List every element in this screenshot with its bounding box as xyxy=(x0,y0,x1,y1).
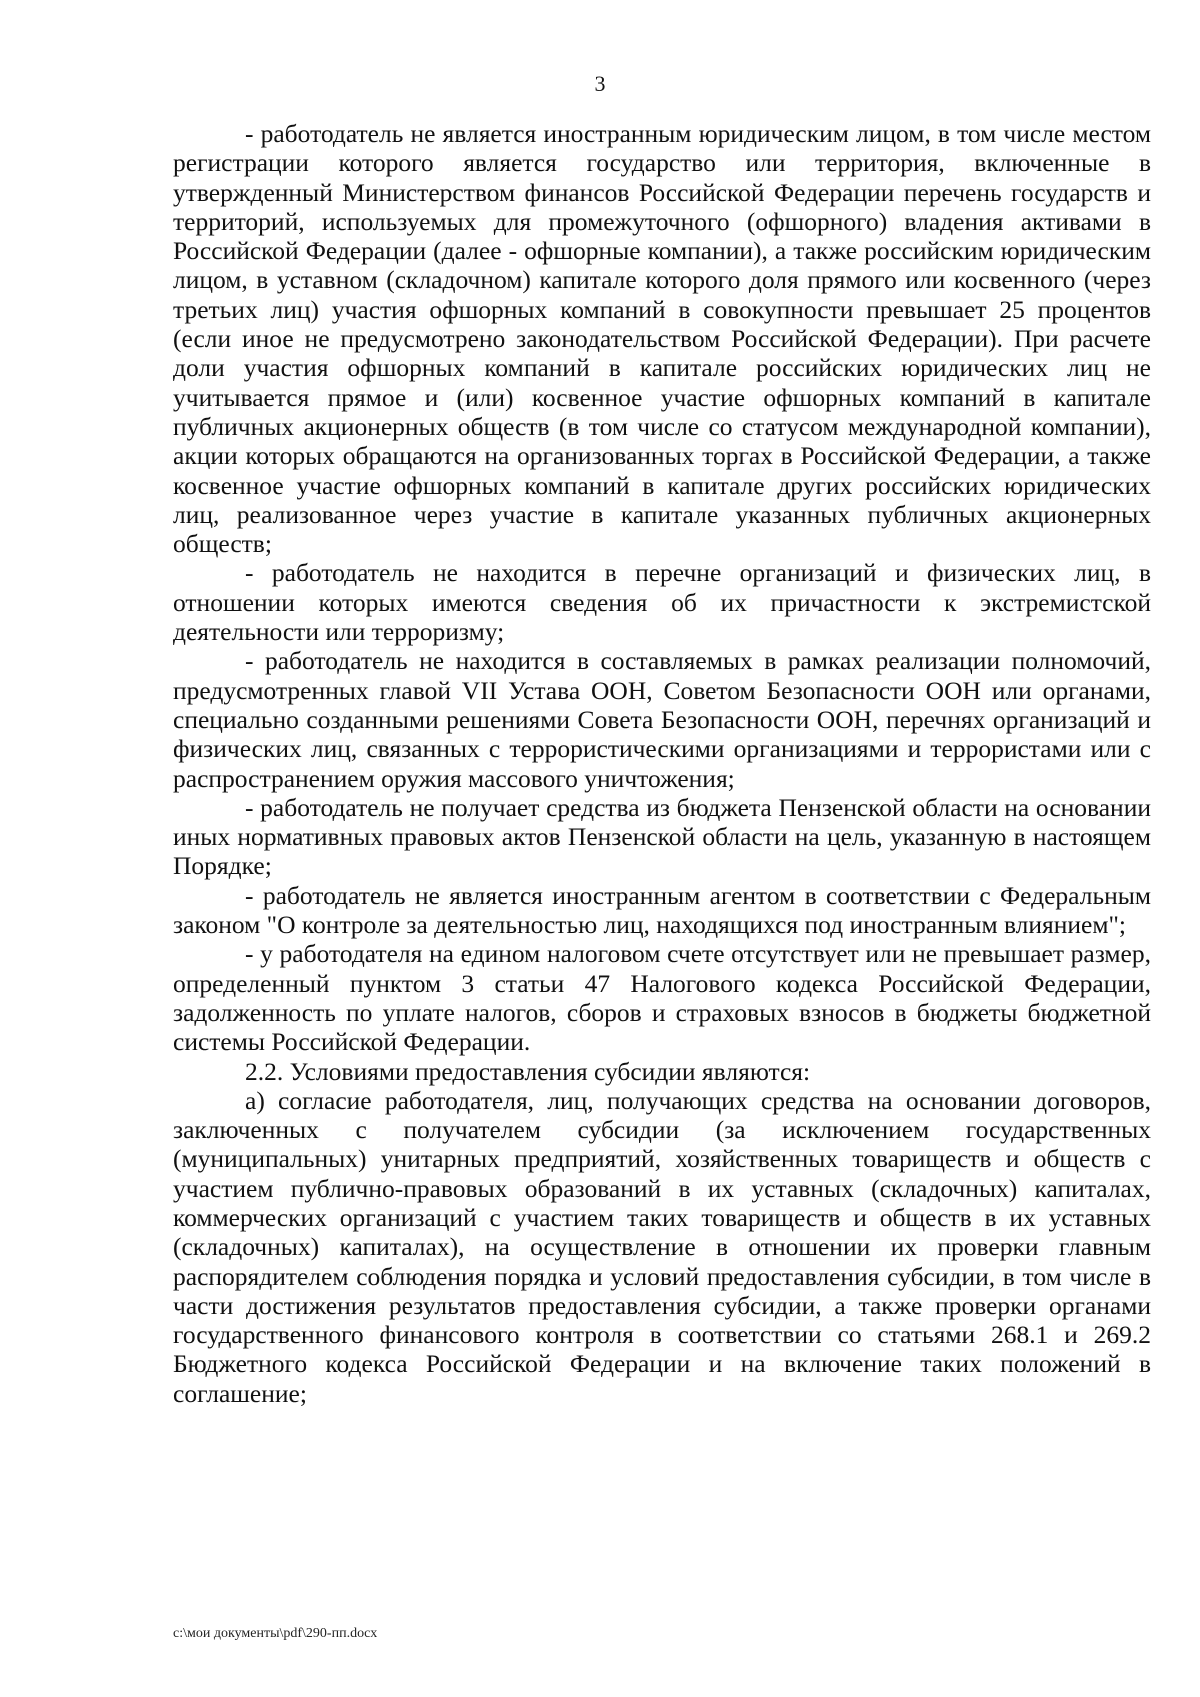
footer-file-path: c:\мои документы\pdf\290-пп.docx xyxy=(173,1626,378,1641)
paragraph-consent-inspection: а) согласие работодателя, лиц, получающих средства на основании договоров, заключенных с получателем субсидии (за исключением государственных (муниципальных) унитарных предприятий, хозяйственных товариществ и обществ с участием публично-правовых образований в их уставных (складочных) капиталах, коммерческих организаций с участием таких товариществ и обществ в их уставных (складочных) капиталах), на осуществление в отношении их проверки главным распорядителем соблюдения порядка и условий предоставления субсидии, в том числе в части достижения результатов предоставления субсидии, а также проверки органами государственного финансового контроля в соответствии со статьями 268.1 и 269.2 Бюджетного кодекса Российской Федерации и на включение таких положений в соглашение; xyxy=(173,1085,1151,1408)
paragraph-extremism-list: - работодатель не находится в перечне организаций и физических лиц, в отношении которых имеются сведения об их причастности к экстремистской деятельности или терроризму; xyxy=(173,558,1151,647)
paragraph-offshore-condition: - работодатель не является иностранным юридическим лицом, в том числе местом регистрации которого является государство или территория, включенные в утвержденный Министерством финансов Российской Федерации перечень государств и территорий, используемых для промежуточного (офшорного) владения активами в Российской Федерации (далее - офшорные компании), а также российским юридическим лицом, в уставном (складочном) капитале которого доля прямого или косвенного (через третьих лиц) участия офшорных компаний в совокупности превышает 25 процентов (если иное не предусмотрено законодательством Российской Федерации). При расчете доли участия офшорных компаний в капитале российских юридических лиц не учитывается прямое и (или) косвенное участие офшорных компаний в капитале публичных акционерных обществ (в том числе со статусом международной компании), акции которых обращаются на организованных торгах в Российской Федерации, а также косвенное участие офшорных компаний в капитале других российских юридических лиц, реализованное через участие в капитале указанных публичных акционерных обществ; xyxy=(173,119,1151,559)
paragraph-un-sanctions-list: - работодатель не находится в составляемых в рамках реализации полномочий, предусмотренных главой VII Устава ООН, Советом Безопасности ООН или органами, специально созданными решениями Совета Безопасности ООН, перечнях организаций и физических лиц, связанных с террористическими организациями и террористами или с распространением оружия массового уничтожения; xyxy=(173,646,1151,793)
paragraph-regional-budget: - работодатель не получает средства из бюджета Пензенской области на основании иных нормативных правовых актов Пензенской области на цель, указанную в настоящем Порядке; xyxy=(173,792,1151,881)
page-number: 3 xyxy=(594,71,606,96)
paragraph-section-2-2-heading: 2.2. Условиями предоставления субсидии являются: xyxy=(245,1056,811,1086)
paragraph-tax-debt: - у работодателя на едином налоговом счете отсутствует или не превышает размер, определенный пунктом 3 статьи 47 Налогового кодекса Российской Федерации, задолженность по уплате налогов, сборов и страховых взносов в бюджеты бюджетной системы Российской Федерации. xyxy=(173,939,1151,1057)
paragraph-foreign-agent: - работодатель не является иностранным агентом в соответствии с Федеральным законом "О контроле за деятельностью лиц, находящихся под иностранным влиянием"; xyxy=(173,880,1151,940)
document-body xyxy=(173,119,1151,1408)
